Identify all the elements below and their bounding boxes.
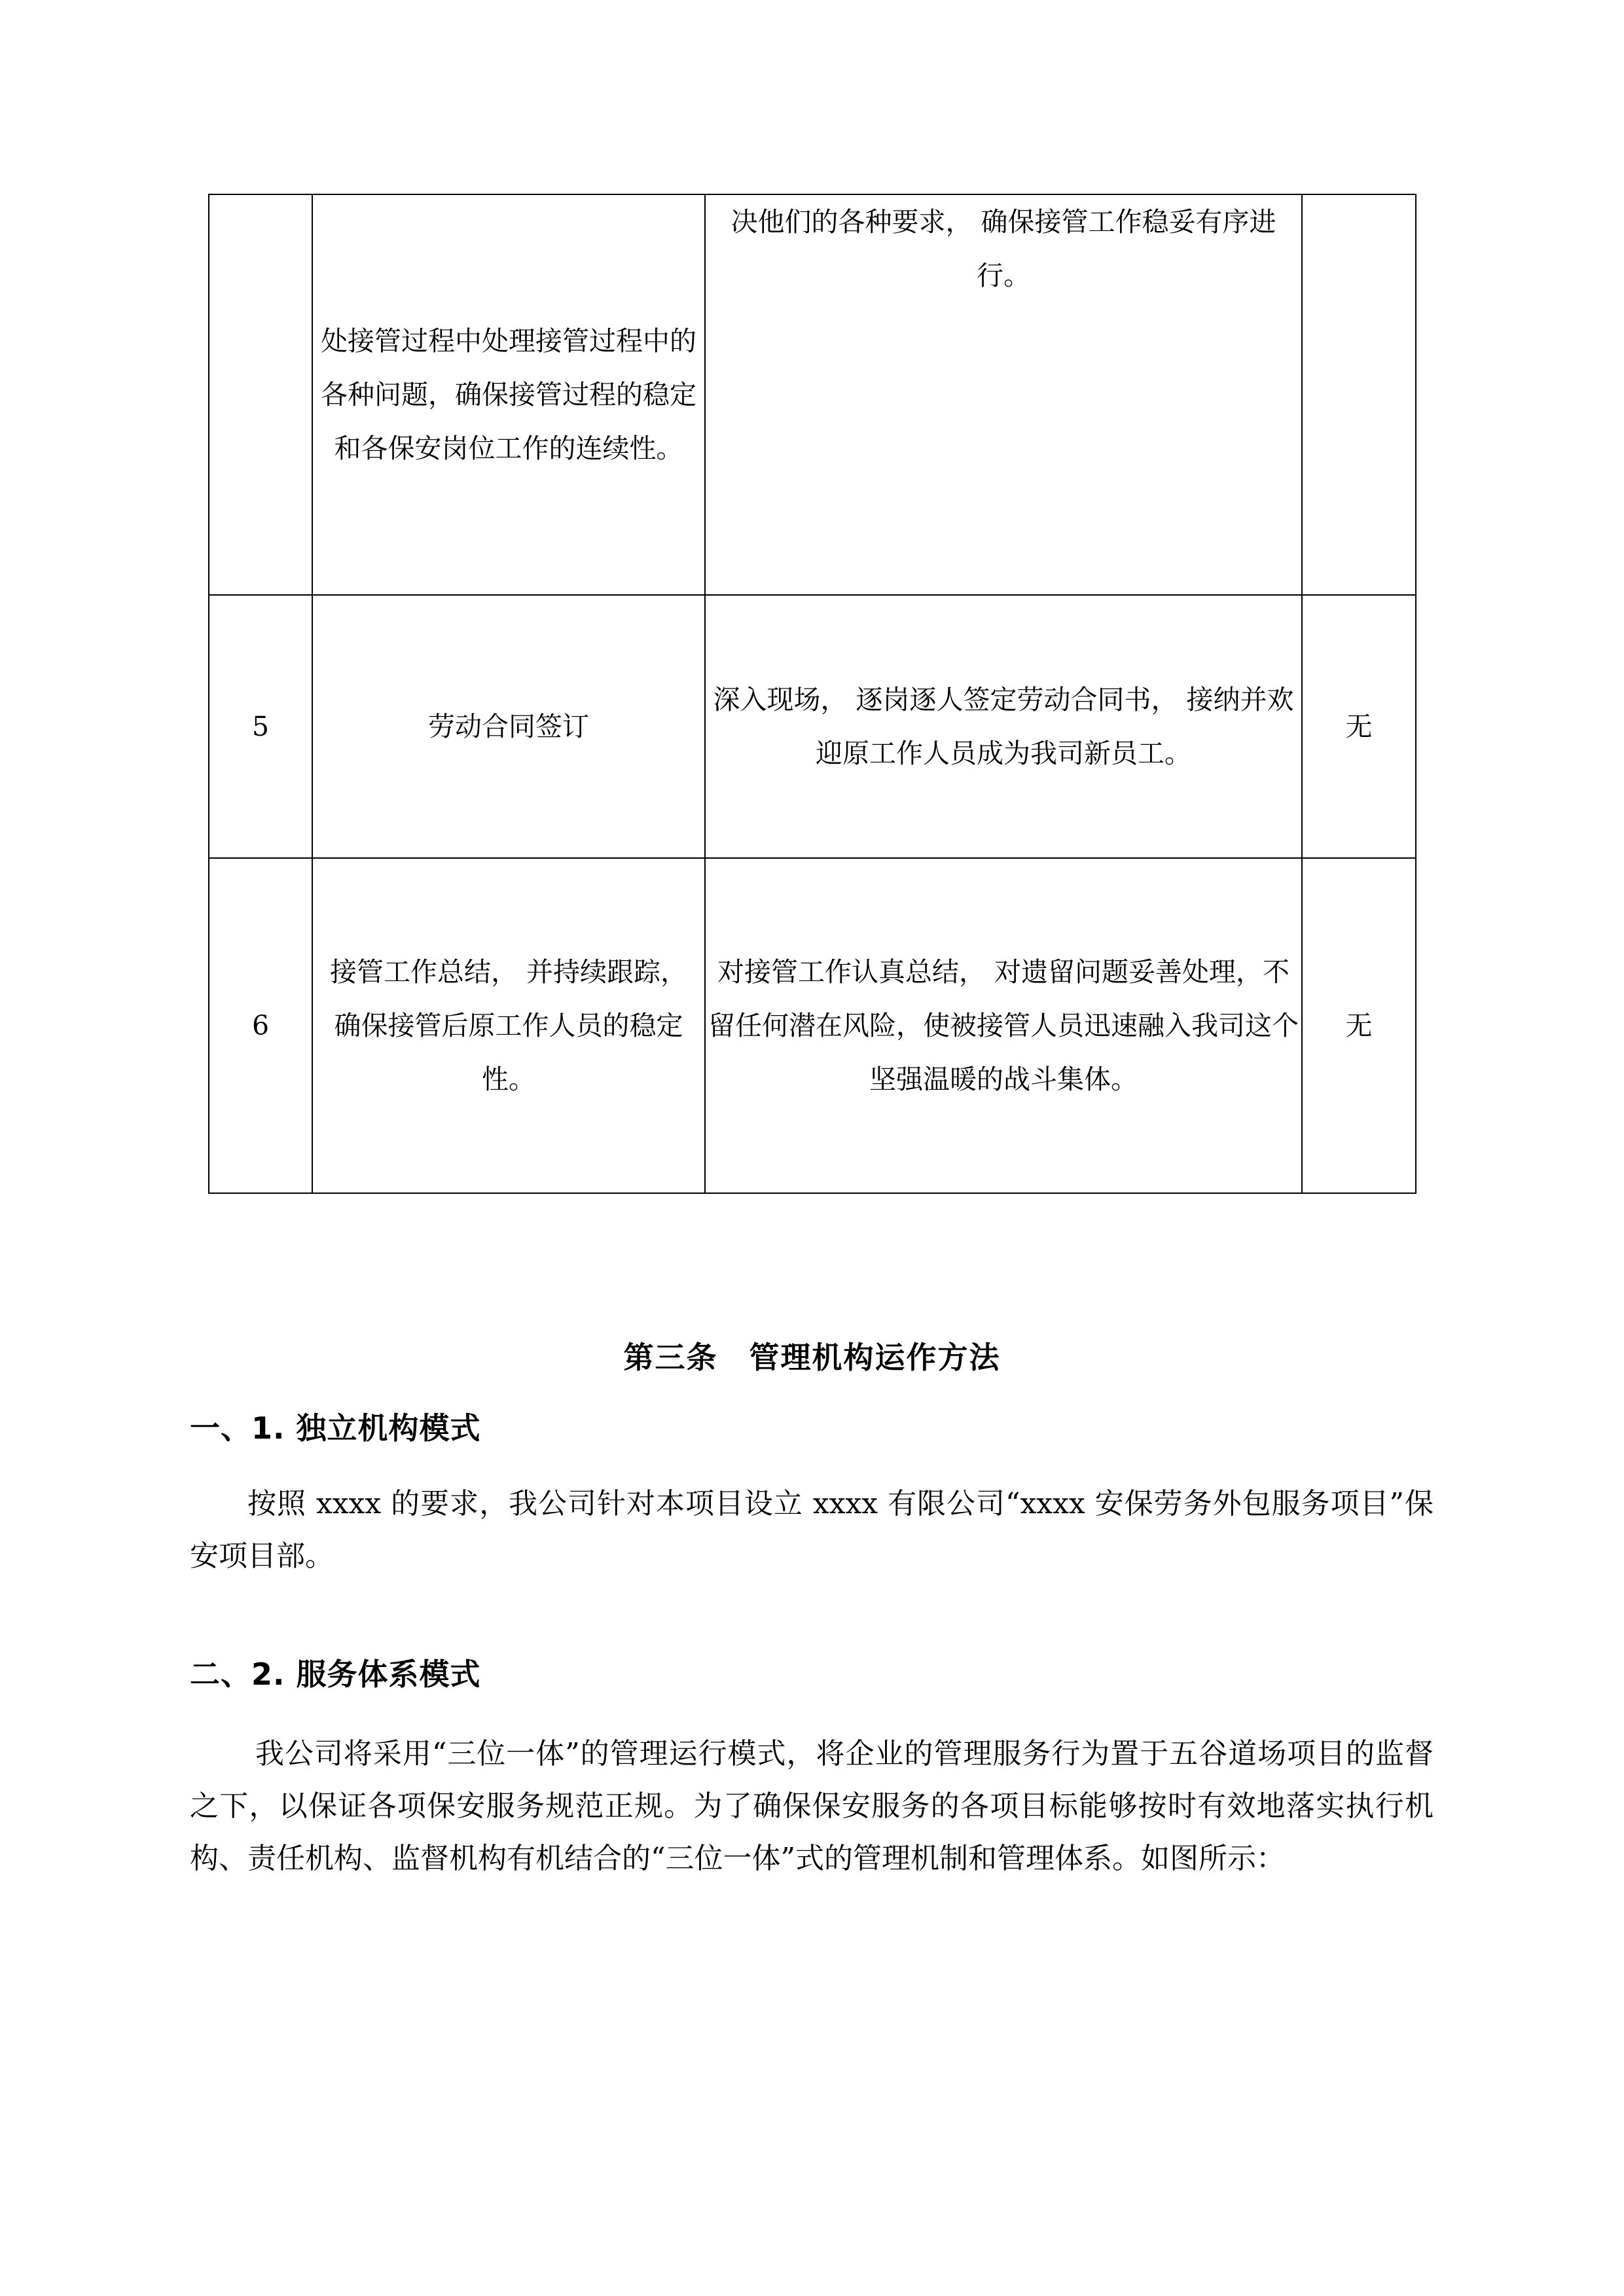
takeover-plan-table-wrapper [208, 194, 1416, 1194]
table-cell-desc: 对接管工作认真总结， 对遗留问题妥善处理，不留任何潜在风险，使被接管人员迅速融入我司这个坚强温暖的战斗集体。 [705, 858, 1302, 1193]
table-cell-number: 5 [209, 595, 312, 858]
table-cell-note: 无 [1302, 595, 1416, 858]
table-cell-item: 劳动合同签订 [312, 595, 705, 858]
table-cell-number [209, 194, 312, 595]
article-title: 第三条 管理机构运作方法 [623, 1340, 1001, 1375]
takeover-plan-table [208, 194, 1416, 1194]
table-row [209, 194, 1416, 595]
table-cell-desc: 深入现场， 逐岗逐人签定劳动合同书， 接纳并欢迎原工作人员成为我司新员工。 [705, 595, 1302, 858]
table-cell-number: 6 [209, 858, 312, 1193]
table-cell-item: 接管工作总结， 并持续跟踪， 确保接管后原工作人员的稳定性。 [312, 858, 705, 1193]
table-cell-note: 无 [1302, 858, 1416, 1193]
section-heading-1: 一、1. 独立机构模式 [190, 1410, 481, 1446]
table-row [209, 858, 1416, 1193]
section-heading-2: 二、2. 服务体系模式 [190, 1657, 481, 1692]
section-body-1: 按照 xxxx 的要求，我公司针对本项目设立 xxxx 有限公司“xxxx 安保劳务外包服务项目”保安项目部。 [190, 1487, 1434, 1573]
table-cell-item: 处接管过程中处理接管过程中的各种问题，确保接管过程的稳定和各保安岗位工作的连续性。 [312, 194, 705, 595]
table-cell-note [1302, 194, 1416, 595]
table-cell-desc: 决他们的各种要求， 确保接管工作稳妥有序进行。 [705, 194, 1302, 595]
table-row [209, 595, 1416, 858]
section-body-2: 我公司将采用“三位一体”的管理运行模式，将企业的管理服务行为置于五谷道场项目的监督之下，以保证各项保安服务规范正规。为了确保保安服务的各项目标能够按时有效地落实执行机构、责任机构、监督机构有机结合的“三位一体”式的管理机制和管理体系。如图所示： [190, 1737, 1434, 1876]
